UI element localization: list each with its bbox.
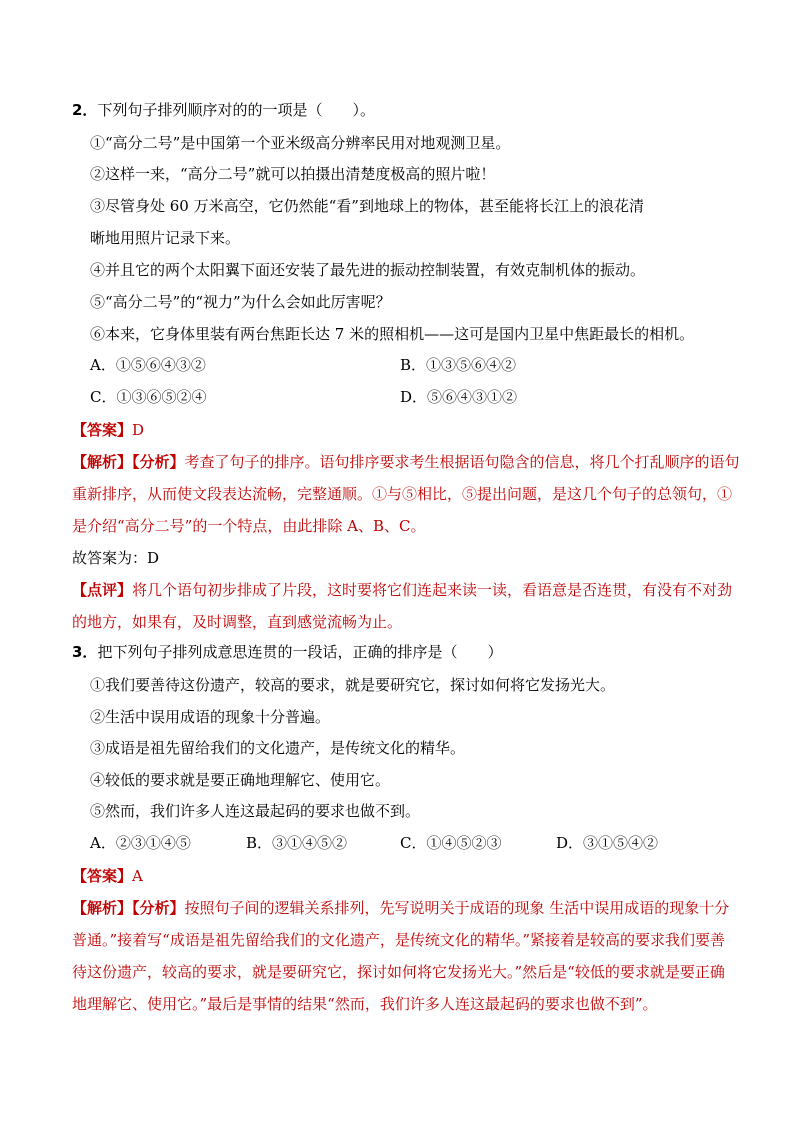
q3-analysis-line-3: 待这份遗产，较高的要求，就是要研究它，探讨如何将它发扬光大。”然后是“较低的要求就是要正确	[72, 963, 725, 981]
q3-option-a: A．②③①④⑤	[90, 834, 191, 852]
q2-analysis-line-3: 是介绍“高分二号”的一个特点，由此排除 A、B、C。	[72, 517, 426, 535]
q2-sentence-3b: 晰地用照片记录下来。	[90, 229, 241, 247]
q3-title	[72, 642, 502, 662]
q2-sentence-1: ①“高分二号”是中国第一个亚米级高分辨率民用对地观测卫星。	[90, 134, 511, 152]
q2-answer: 【答案】D	[72, 421, 145, 439]
q3-option-c: C．①④⑤②③	[400, 834, 502, 852]
q3-sentence-5: ⑤然而，我们许多人连这最起码的要求也做不到。	[90, 802, 421, 820]
circled-1-icon: ①	[90, 134, 106, 152]
q2-analysis-line-1: 【解析】【分析】考查了句子的排序。语句排序要求考生根据语句隐含的信息，将几个打乱顺序的语句	[72, 453, 740, 471]
q2-sentence-6: ⑥本来，它身体里装有两台焦距长达 7 米的照相机——这可是国内卫星中焦距最长的相机。	[90, 325, 695, 343]
q2-conclusion: 故答案为：D	[72, 549, 160, 567]
q2-comment-line-1: 【点评】将几个语句初步排成了片段，这时要将它们连起来读一读，看语意是否连贯，有没有不对劲	[72, 581, 733, 599]
q2-comment-line-2: 的地方，如果有，及时调整，直到感觉流畅为止。	[72, 613, 403, 631]
q2-title	[72, 100, 375, 120]
q2-stem: 下列句子排列顺序对的的一项是（ ）。	[97, 101, 375, 119]
q2-option-c: C．①③⑥⑤②④	[90, 388, 207, 406]
q2-sentence-2: ②这样一来，“高分二号”就可以拍摄出清楚度极高的照片啦！	[90, 165, 496, 183]
q3-sentence-4: ④较低的要求就是要正确地理解它、使用它。	[90, 771, 391, 789]
q2-option-d: D．⑤⑥④③①②	[400, 388, 518, 406]
q2-sentence-5: ⑤“高分二号”的“视力”为什么会如此厉害呢？	[90, 293, 391, 311]
q2-option-a: A．①⑤⑥④③②	[90, 356, 206, 374]
q2-sentence-3a: ③尽管身处 60 万米高空，它仍然能“看”到地球上的物体，甚至能将长江上的浪花清	[90, 197, 644, 215]
q3-sentence-2: ②生活中误用成语的现象十分普遍。	[90, 708, 331, 726]
q2-sentence-4: ④并且它的两个太阳翼下面还安装了最先进的振动控制装置，有效克制机体的振动。	[90, 261, 646, 279]
q3-answer: 【答案】A	[72, 867, 143, 885]
q3-option-d: D．③①⑤④②	[556, 834, 659, 852]
q3-analysis-line-4: 地理解它、使用它。”最后是事情的结果“然而，我们许多人连这最起码的要求也做不到”。	[72, 995, 658, 1013]
q3-number: 3．	[72, 643, 98, 661]
q2-option-b: B．①③⑤⑥④②	[400, 356, 517, 374]
q2-number: 2．	[72, 101, 98, 119]
q3-sentence-1: ①我们要善待这份遗产，较高的要求，就是要研究它，探讨如何将它发扬光大。	[90, 676, 616, 694]
q3-sentence-3: ③成语是祖先留给我们的文化遗产，是传统文化的精华。	[90, 739, 466, 757]
q3-option-b: B．③①④⑤②	[246, 834, 348, 852]
q3-analysis-line-1: 【解析】【分析】按照句子间的逻辑关系排列，先写说明关于成语的现象 生活中误用成语的现象十分	[72, 899, 730, 917]
q2-analysis-line-2: 重新排序，从而使文段表达流畅，完整通顺。①与⑤相比，⑤提出问题，是这几个句子的总领句，①	[72, 485, 733, 503]
q3-analysis-line-2: 普通。”接着写“成语是祖先留给我们的文化遗产，是传统文化的精华。”紧接着是较高的要求我们要善	[72, 931, 726, 949]
q3-stem: 把下列句子排列成意思连贯的一段话，正确的排序是（ ）	[97, 643, 503, 661]
